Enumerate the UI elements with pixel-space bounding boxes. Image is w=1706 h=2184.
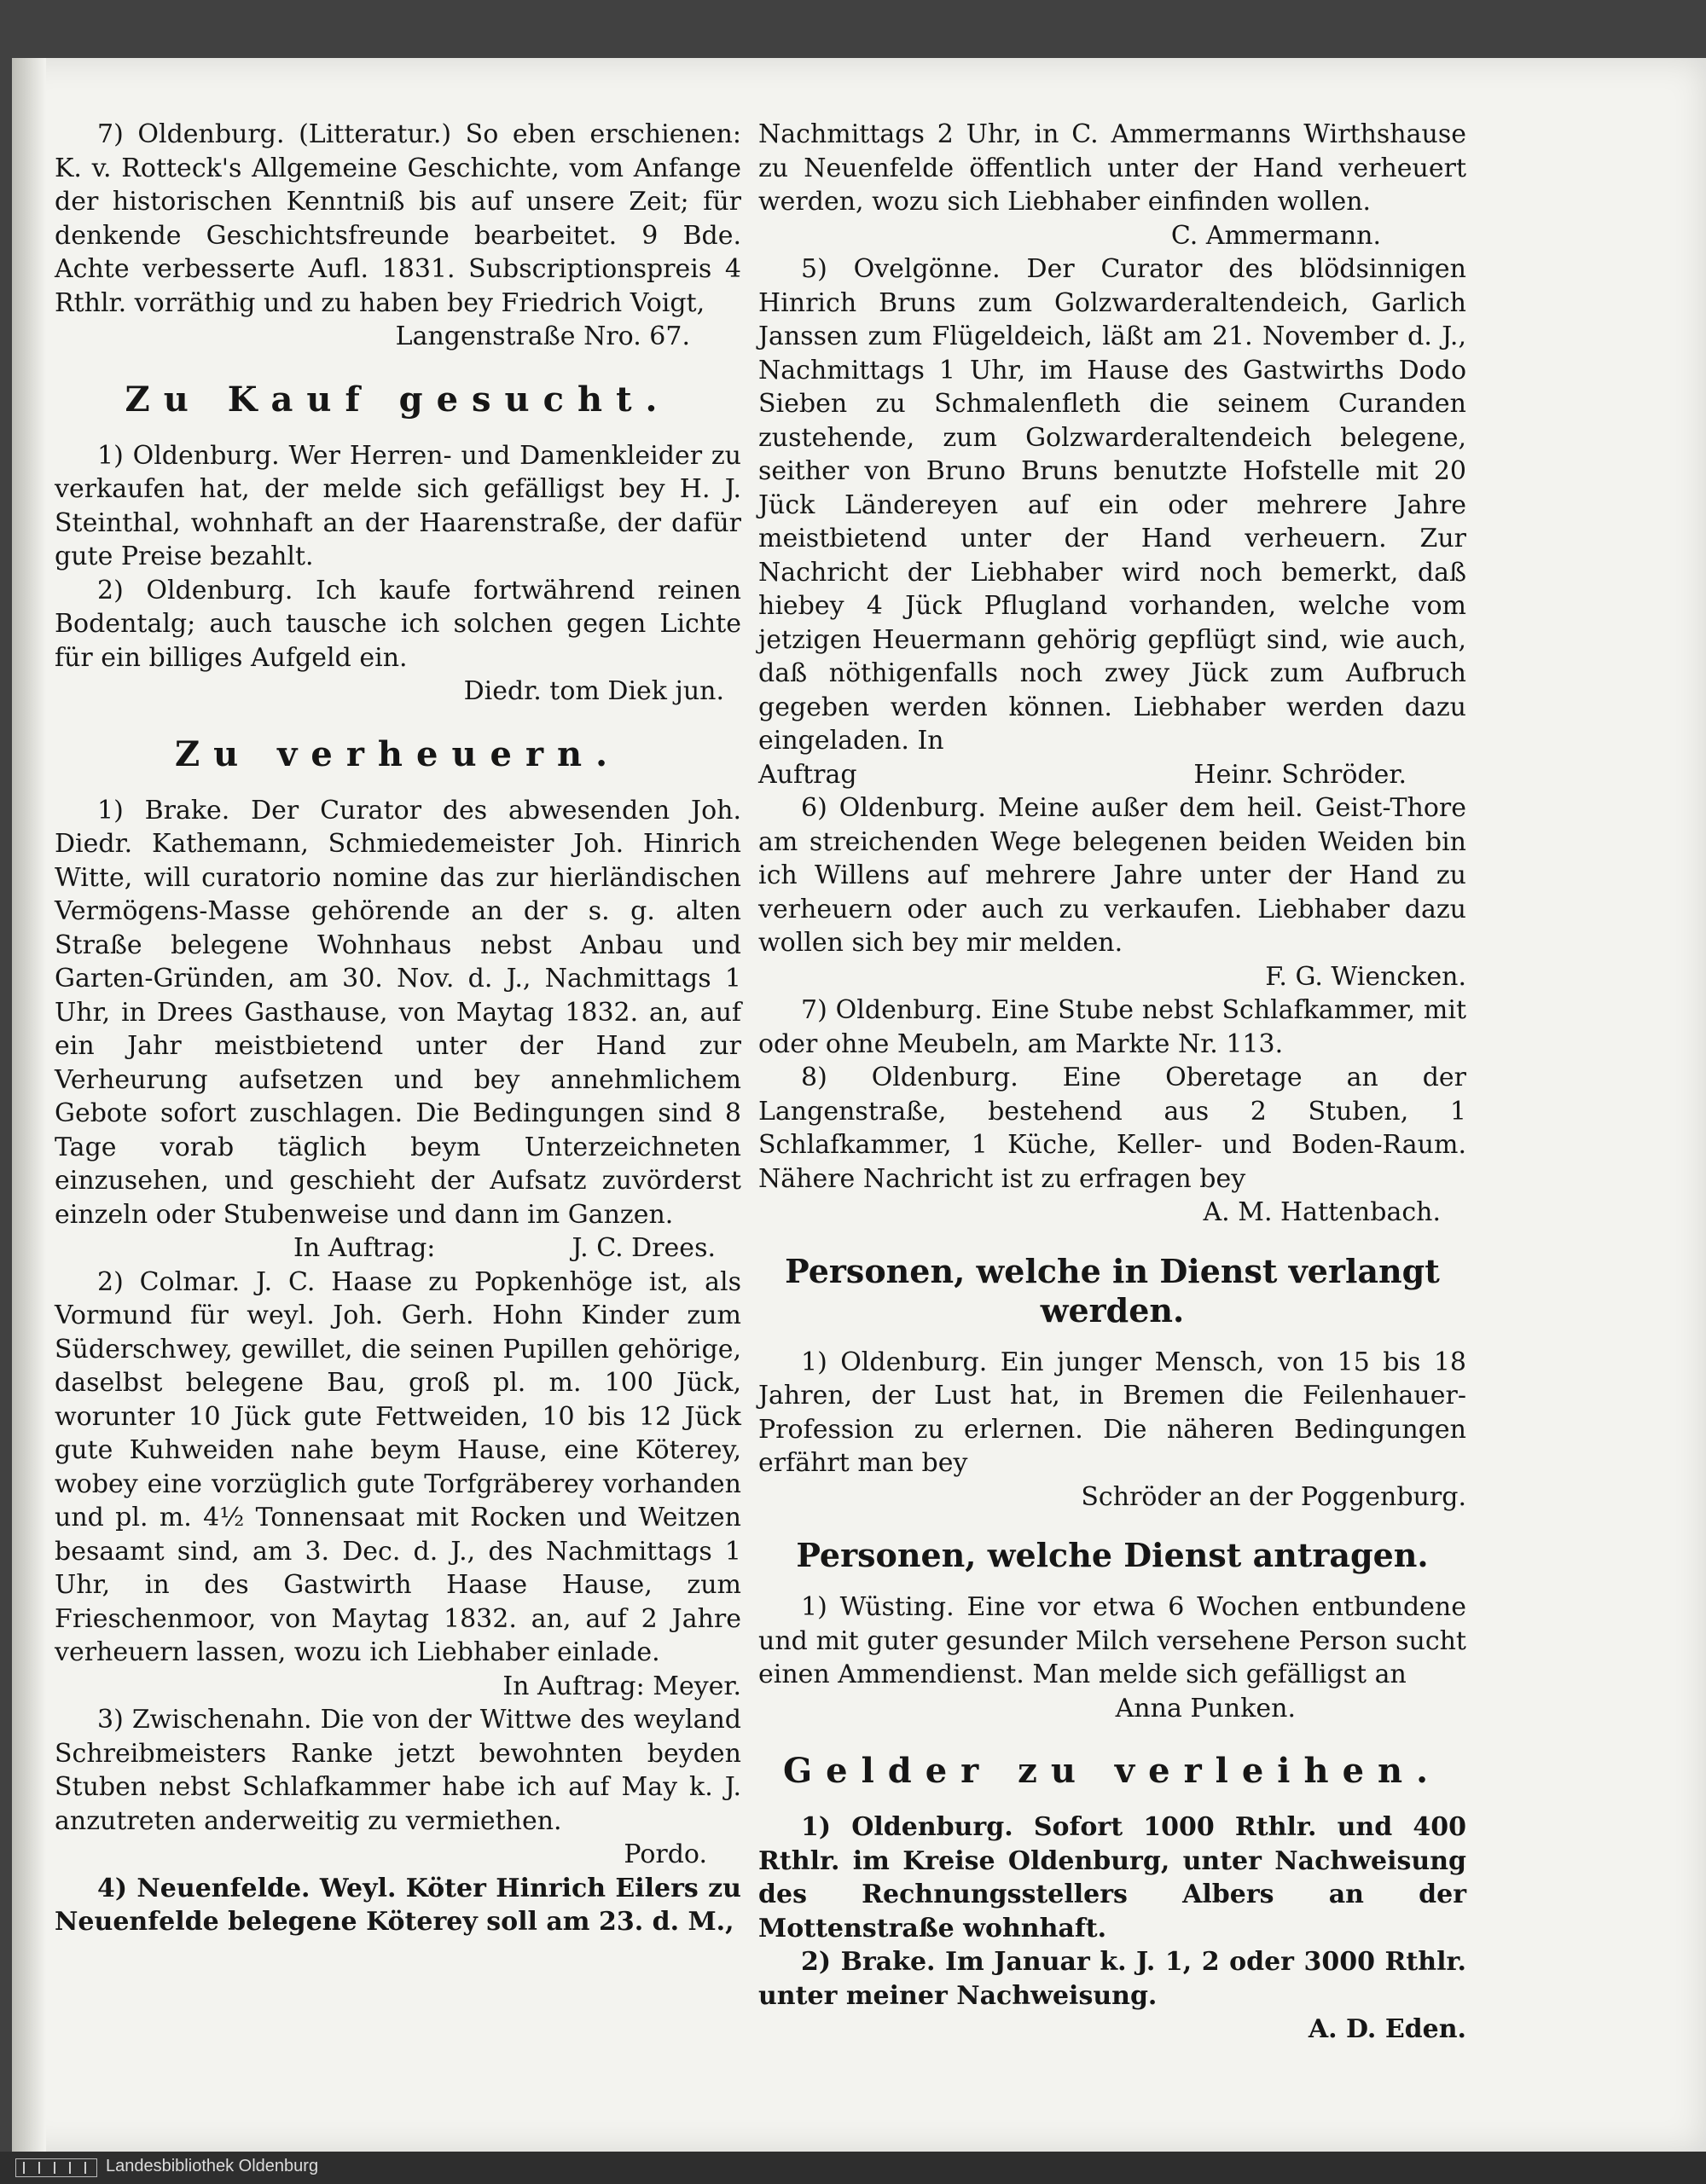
section-heading-gelder: Gelder zu verleihen. <box>782 1751 1442 1791</box>
notice-verheuern-neuenfelde: 4) Neuenfelde. Weyl. Köter Hinrich Eilers zu Neuenfelde belegene Köterey soll am 23. d. M., <box>55 1873 741 1937</box>
notice-gelder-oldenburg: 1) Oldenburg. Sofort 1000 Rthlr. und 400 Rthlr. im Kreise Oldenburg, unter Nachweisung des Rechnungsstellers Albers an der Mottenstraße wohnhaft. <box>758 1812 1466 1944</box>
signature: Pordo. <box>624 1839 707 1869</box>
section-heading-dienst-verlangt: Personen, welche in Dienst verlangt werden. <box>785 1251 1440 1330</box>
notice-kauf-1: 1) Oldenburg. Wer Herren- und Damenkleider zu verkaufen hat, der melde sich gefälligst bey H. J. Steinthal, wohnhaft an der Haarenstraße, der dafür gute Preise bezahlt. <box>55 440 741 571</box>
notice-oldenburg-weiden: 6) Oldenburg. Meine außer dem heil. Geist-Thore am streichenden Wege belegenen beiden Weiden bin ich Willens auf mehrere Jahre unter der Hand zu verheuern oder auch zu verkaufen. Liebhaber dazu wollen sich bey mir melden. <box>758 793 1466 958</box>
section-heading-verheuern: Zu verheuern. <box>174 733 622 774</box>
notice-dienst-antragen: 1) Wüsting. Eine vor etwa 6 Wochen entbundene und mit guter gesunder Milch versehene Person sucht einen Ammendienst. Man melde sich gefälligst an <box>758 1592 1466 1689</box>
signature: A. M. Hattenbach. <box>1203 1197 1441 1227</box>
notice-neuenfelde-cont: Nachmittags 2 Uhr, in C. Ammermanns Wirthshause zu Neuenfelde öffentlich unter der Hand verheuert werden, wozu sich Liebhaber einfinden wollen. <box>758 119 1466 217</box>
section-heading-dienst-antragen: Personen, welche Dienst antragen. <box>796 1536 1429 1574</box>
signature-name: J. C. Drees. <box>572 1233 716 1263</box>
signature: Langenstraße Nro. 67. <box>395 322 690 351</box>
signature: C. Ammermann. <box>1170 220 1381 251</box>
notice-oldenburg-litteratur: 7) Oldenburg. (Litteratur.) So eben erschienen: K. v. Rotteck's Allgemeine Geschichte, vom Anfange der historischen Kenntniß bis auf unsere Zeit; für denkende Geschichtsfreunde bearbeitet. 9 Bde. Achte verbesserte Aufl. 1831. Subscriptionspreis 4 Rthlr. vorräthig und zu haben bey Friedrich Voigt, <box>55 119 741 318</box>
signature: In Auftrag: Meyer. <box>502 1671 741 1701</box>
signature: A. D. Eden. <box>1308 2014 1466 2044</box>
signature-label: Auftrag <box>758 759 857 790</box>
signature-name: Heinr. Schröder. <box>1193 759 1407 790</box>
right-column <box>758 118 1466 2047</box>
signature-label: In Auftrag: <box>293 1233 436 1263</box>
notice-ovelgoenne: 5) Ovelgönne. Der Curator des blödsinnigen Hinrich Bruns zum Golzwarderaltendeich, Garlich Janssen zum Flügeldeich, läßt am 21. November d. J., Nachmittags 1 Uhr, im Hause des Gastwirths Dodo Sieben zu Schmalenfleth die seinem Curanden zustehende, zum Golzwarderaltendeich belegene, seither von Bruno Bruns benutzte Hofstelle mit 20 Jück Ländereyen auf ein oder mehrere Jahre meistbietend unter der Hand verheuern. Zur Nachricht der Liebhaber wird noch bemerkt, daß hiebey 4 Jück Pflugland vorhanden, welche vom jetzigen Heuermann gehörig gepflügt sind, wie auch, daß nöthigenfalls noch zwey Jück zum Aufbruch gegeben werden können. Liebhaber werden dazu eingeladen. In <box>758 254 1466 756</box>
signature-row <box>758 758 1466 792</box>
notice-dienst-verlangt: 1) Oldenburg. Ein junger Mensch, von 15 bis 18 Jahren, der Lust hat, in Bremen die Feilenhauer-Profession zu erlernen. Die näheren Bedingungen erfährt man bey <box>758 1347 1466 1478</box>
notice-verheuern-brake: 1) Brake. Der Curator des abwesenden Joh. Diedr. Kathemann, Schmiedemeister Joh. Hinrich Witte, will curatorio nomine das zur hierländischen Vermögens-Masse gehörende an der s. g. alten Straße belegene Wohnhaus nebst Anbau und Garten-Gründen, am 30. Nov. d. J., Nachmittags 1 Uhr, in Drees Gasthause, von Maytag 1832. an, auf ein Jahr meistbietend unter der Hand zur Verheurung aufsetzen und bey annehmlichem Gebote sofort zuschlagen. Die Bedingungen sind 8 Tage vorab täglich beym Unterzeichneten einzusehen, und geschieht der Aufsatz zuvörderst einzeln oder Stubenweise und dann im Ganzen. <box>55 795 741 1230</box>
library-logo-icon <box>15 2158 97 2177</box>
signature: Anna Punken. <box>1115 1693 1296 1723</box>
signature: Diedr. tom Diek jun. <box>463 676 724 706</box>
left-column <box>55 118 741 1939</box>
notice-oldenburg-oberetage: 8) Oldenburg. Eine Oberetage an der Langenstraße, bestehend aus 2 Stuben, 1 Schlafkammer, 1 Küche, Keller- und Boden-Raum. Nähere Nachricht ist zu erfragen bey <box>758 1063 1466 1194</box>
library-name[interactable]: Landesbibliothek Oldenburg <box>106 2157 319 2175</box>
notice-verheuern-zwischenahn: 3) Zwischenahn. Die von der Wittwe des weyland Schreibmeisters Ranke jetzt bewohnten beyden Stuben nebst Schlafkammer habe ich auf May k. J. anzutreten anderweitig zu vermiethen. <box>55 1705 741 1836</box>
signature: F. G. Wiencken. <box>1265 961 1466 992</box>
signature-row <box>55 1231 741 1266</box>
notice-kauf-2: 2) Oldenburg. Ich kaufe fortwährend reinen Bodentalg; auch tausche ich solchen gegen Lichte für ein billiges Aufgeld ein. <box>55 575 741 673</box>
signature: Schröder an der Poggenburg. <box>1081 1481 1466 1512</box>
newspaper-page <box>12 58 1706 2152</box>
notice-oldenburg-stube: 7) Oldenburg. Eine Stube nebst Schlafkammer, mit oder ohne Meubeln, am Markte Nr. 113. <box>758 995 1466 1059</box>
section-heading-kauf: Zu Kauf gesucht. <box>125 379 671 420</box>
viewer-footer <box>0 2152 1706 2184</box>
page-gutter <box>12 58 46 2152</box>
notice-gelder-brake: 2) Brake. Im Januar k. J. 1, 2 oder 3000 Rthlr. unter meiner Nachweisung. <box>758 1947 1466 2011</box>
notice-verheuern-colmar: 2) Colmar. J. C. Haase zu Popkenhöge ist, als Vormund für weyl. Joh. Gerh. Hohn Kinder zum Süderschwey, gewillet, die seinen Pupillen gehörige, daselbst belegene Bau, groß pl. m. 100 Jück, worunter 10 Jück gute Fettweiden, 10 bis 12 Jück gute Kuhweiden nahe beym Hause, eine Köterey, wobey eine vorzüglich gute Torfgräberey vorhanden und pl. m. 4½ Tonnensaat mit Rocken und Weitzen besaamt sind, am 3. Dec. d. J., des Nachmittags 1 Uhr, in des Gastwirth Haase Hause, zum Frieschenmoor, von Maytag 1832. an, auf 2 Jahre verheuern lassen, wozu ich Liebhaber einlade. <box>55 1266 741 1667</box>
